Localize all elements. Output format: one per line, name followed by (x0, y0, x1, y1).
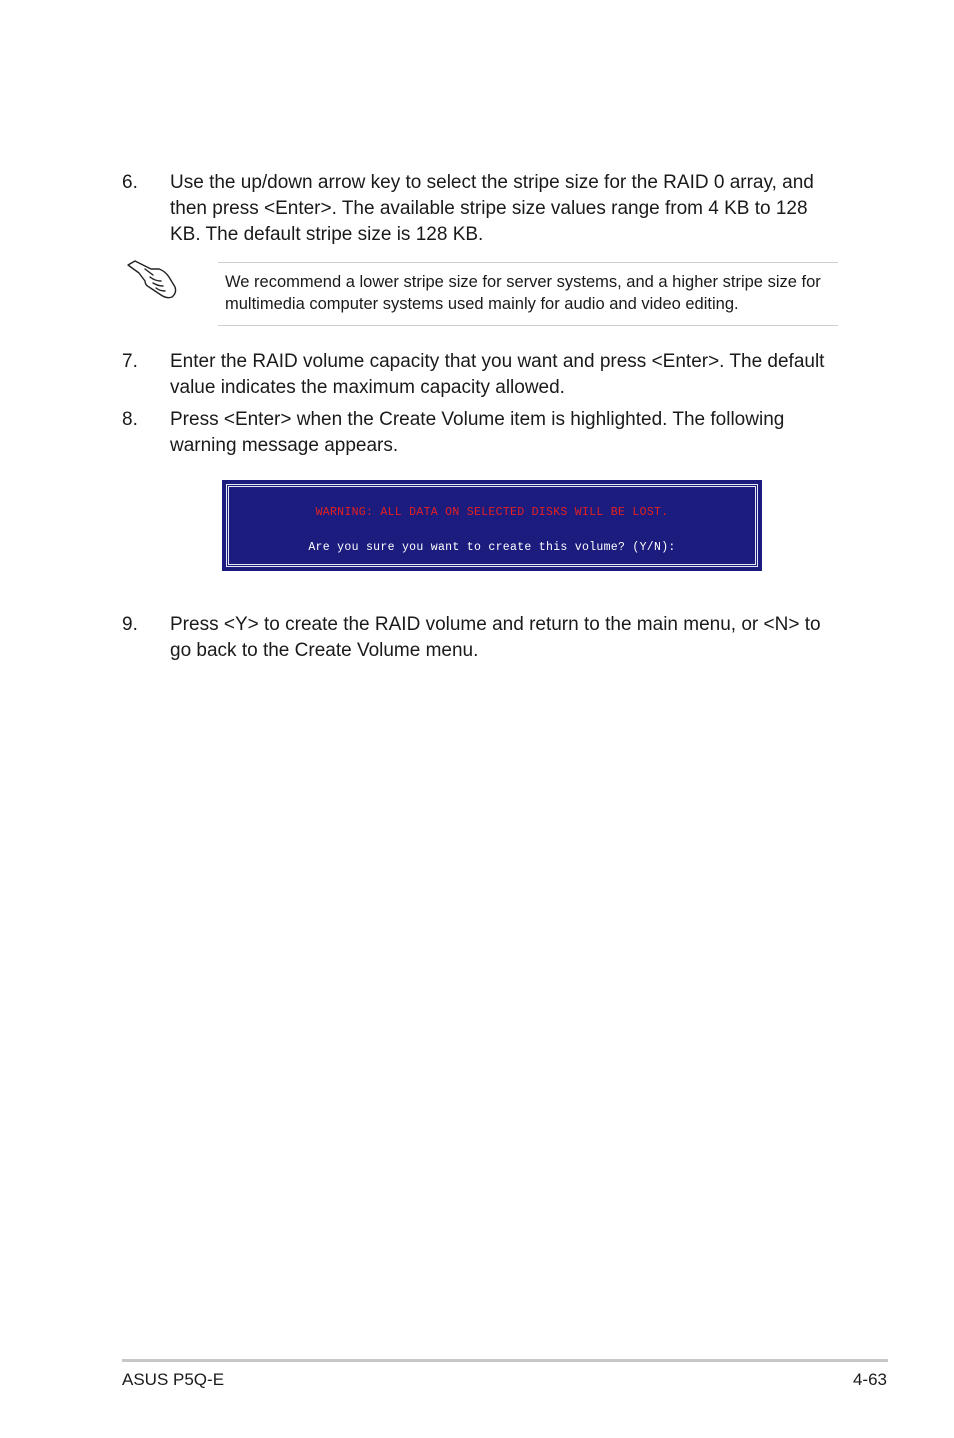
step-7 (122, 349, 842, 401)
step-6 (122, 170, 842, 248)
footer-page-number: 4-63 (852, 1370, 887, 1389)
step-8 (122, 407, 842, 459)
confirm-prompt: Are you sure you want to create this volume? (Y/N): (308, 541, 676, 554)
step-number: 7. (122, 351, 138, 372)
note-box (218, 262, 838, 326)
pointing-hand-icon (125, 257, 181, 301)
note-text: We recommend a lower stripe size for server systems, and a higher stripe size for multimedia computer systems used mainly for audio and video editing. (225, 273, 821, 313)
step-number: 8. (122, 409, 138, 430)
step-9 (122, 612, 842, 664)
step-text: Use the up/down arrow key to select the stripe size for the RAID 0 array, and then press <Enter>. The available stripe size values range from 4 KB to 128 KB. The default stripe size is 128 KB. (170, 172, 814, 245)
step-text: Press <Y> to create the RAID volume and return to the main menu, or <N> to go back to the Create Volume menu. (170, 614, 821, 661)
step-text: Enter the RAID volume capacity that you want and press <Enter>. The default value indicates the maximum capacity allowed. (170, 351, 825, 398)
footer-divider (122, 1359, 888, 1362)
footer-product-name: ASUS P5Q-E (122, 1370, 225, 1389)
bios-warning-dialog (222, 480, 762, 571)
step-text: Press <Enter> when the Create Volume item is highlighted. The following warning message appears. (170, 409, 785, 456)
step-number: 9. (122, 614, 138, 635)
dialog-frame (226, 484, 758, 567)
step-number: 6. (122, 172, 138, 193)
warning-message: WARNING: ALL DATA ON SELECTED DISKS WILL BE LOST. (315, 506, 669, 519)
